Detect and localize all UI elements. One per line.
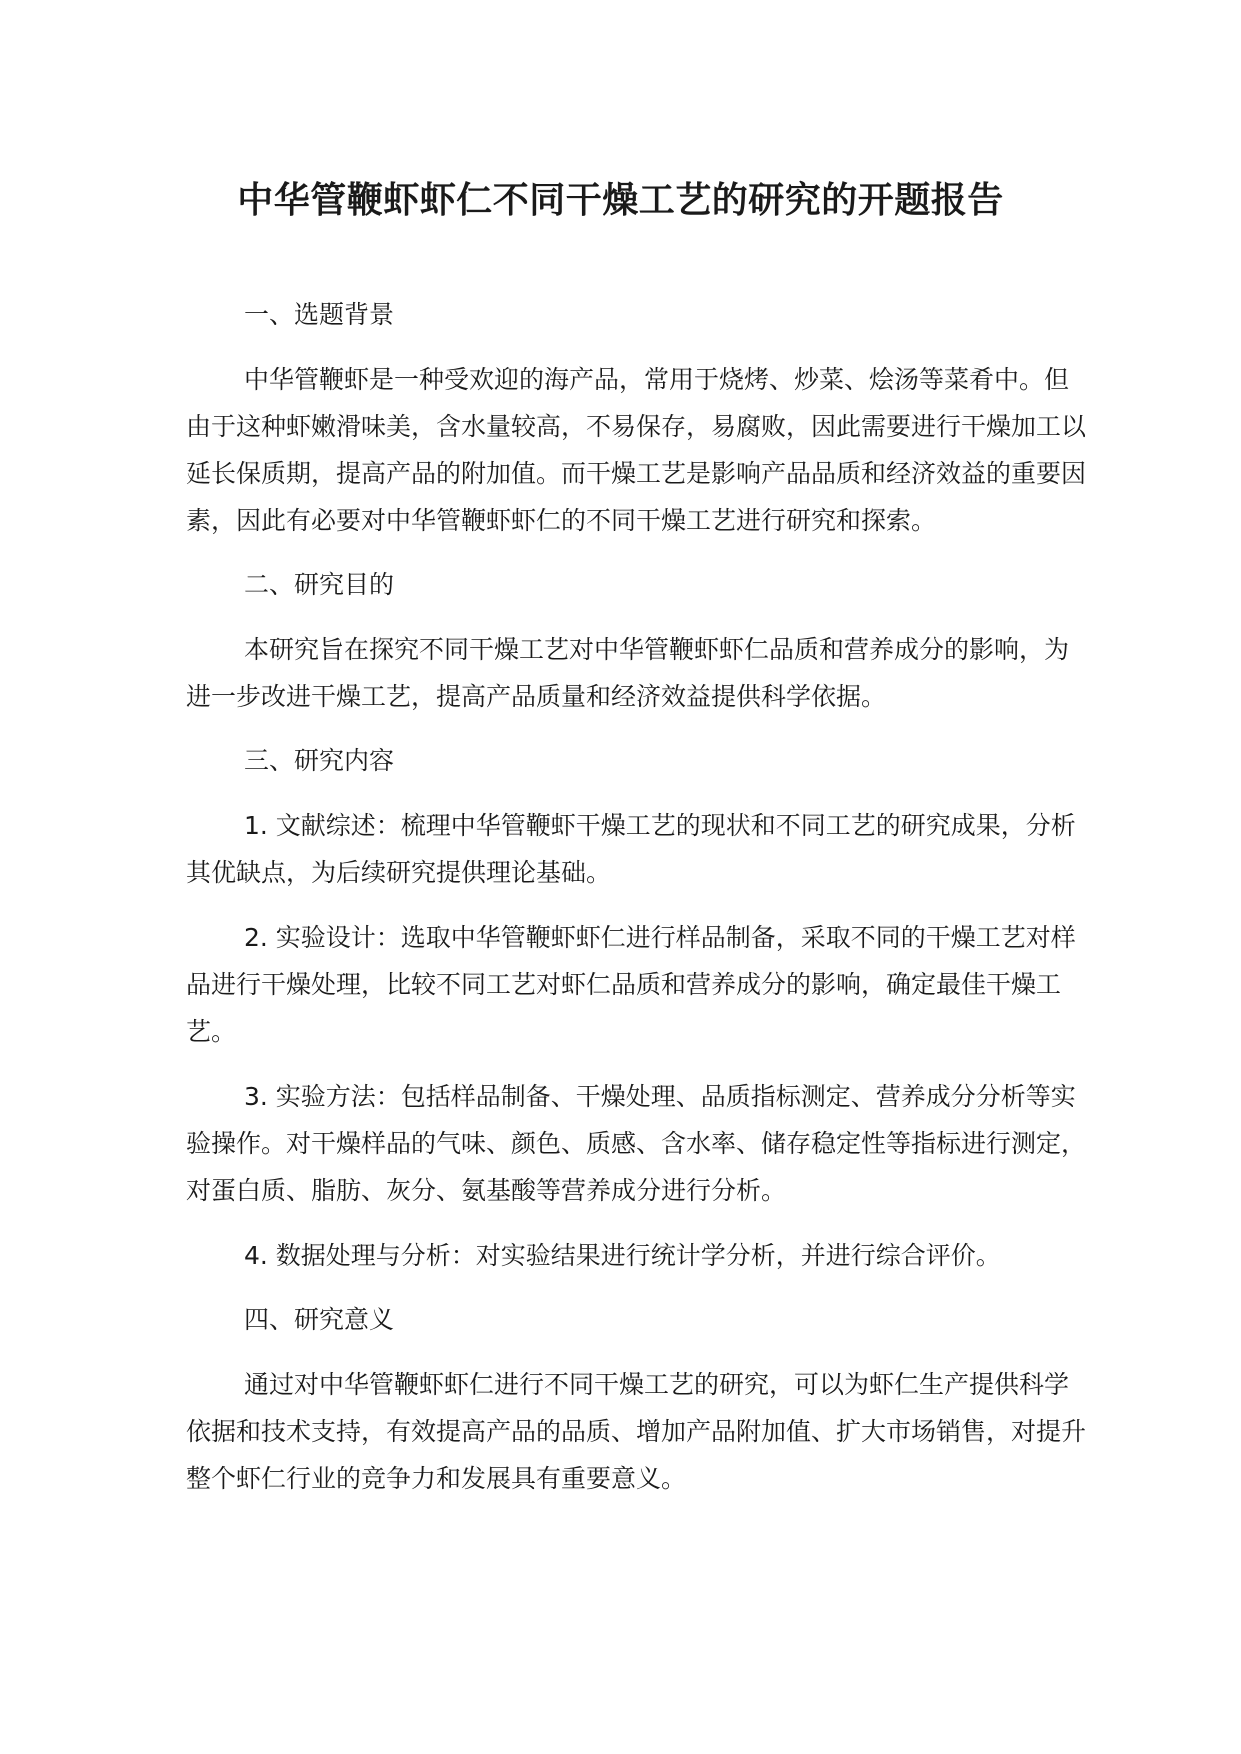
- document-title: 中华管鞭虾虾仁不同干燥工艺的研究的开题报告: [237, 180, 1004, 221]
- document-body: [186, 292, 1088, 1502]
- paragraph-background: 中华管鞭虾是一种受欢迎的海产品，常用于烧烤、炒菜、烩汤等菜肴中。但由于这种虾嫩滑味美，含水量较高，不易保存，易腐败，因此需要进行干燥加工以延长保质期，提高产品的附加值。而干燥工艺是影响产品品质和经济效益的重要因素，因此有必要对中华管鞭虾虾仁的不同干燥工艺进行研究和探索。: [186, 365, 1087, 535]
- section-heading-background: 一、选题背景: [244, 300, 395, 329]
- paragraph-content-item-3: 3. 实验方法：包括样品制备、干燥处理、品质指标测定、营养成分分析等实验操作。对干燥样品的气味、颜色、质感、含水率、储存稳定性等指标进行测定，对蛋白质、脂肪、灰分、氨基酸等营养成分进行分析。: [186, 1082, 1087, 1205]
- section-heading-significance: 四、研究意义: [244, 1305, 395, 1334]
- section-heading-content: 三、研究内容: [244, 746, 395, 775]
- paragraph-purpose: 本研究旨在探究不同干燥工艺对中华管鞭虾虾仁品质和营养成分的影响，为进一步改进干燥工艺，提高产品质量和经济效益提供科学依据。: [186, 635, 1070, 711]
- section-heading-purpose: 二、研究目的: [244, 570, 395, 599]
- paragraph-significance: 通过对中华管鞭虾虾仁进行不同干燥工艺的研究，可以为虾仁生产提供科学依据和技术支持，有效提高产品的品质、增加产品附加值、扩大市场销售，对提升整个虾仁行业的竞争力和发展具有重要意义。: [186, 1370, 1087, 1493]
- paragraph-content-item-1: 1. 文献综述：梳理中华管鞭虾干燥工艺的现状和不同工艺的研究成果，分析其优缺点，为后续研究提供理论基础。: [186, 811, 1076, 887]
- paragraph-content-item-4: 4. 数据处理与分析：对实验结果进行统计学分析，并进行综合评价。: [244, 1241, 1001, 1270]
- paragraph-content-item-2: 2. 实验设计：选取中华管鞭虾虾仁进行样品制备，采取不同的干燥工艺对样品进行干燥处理，比较不同工艺对虾仁品质和营养成分的影响，确定最佳干燥工艺。: [186, 923, 1076, 1046]
